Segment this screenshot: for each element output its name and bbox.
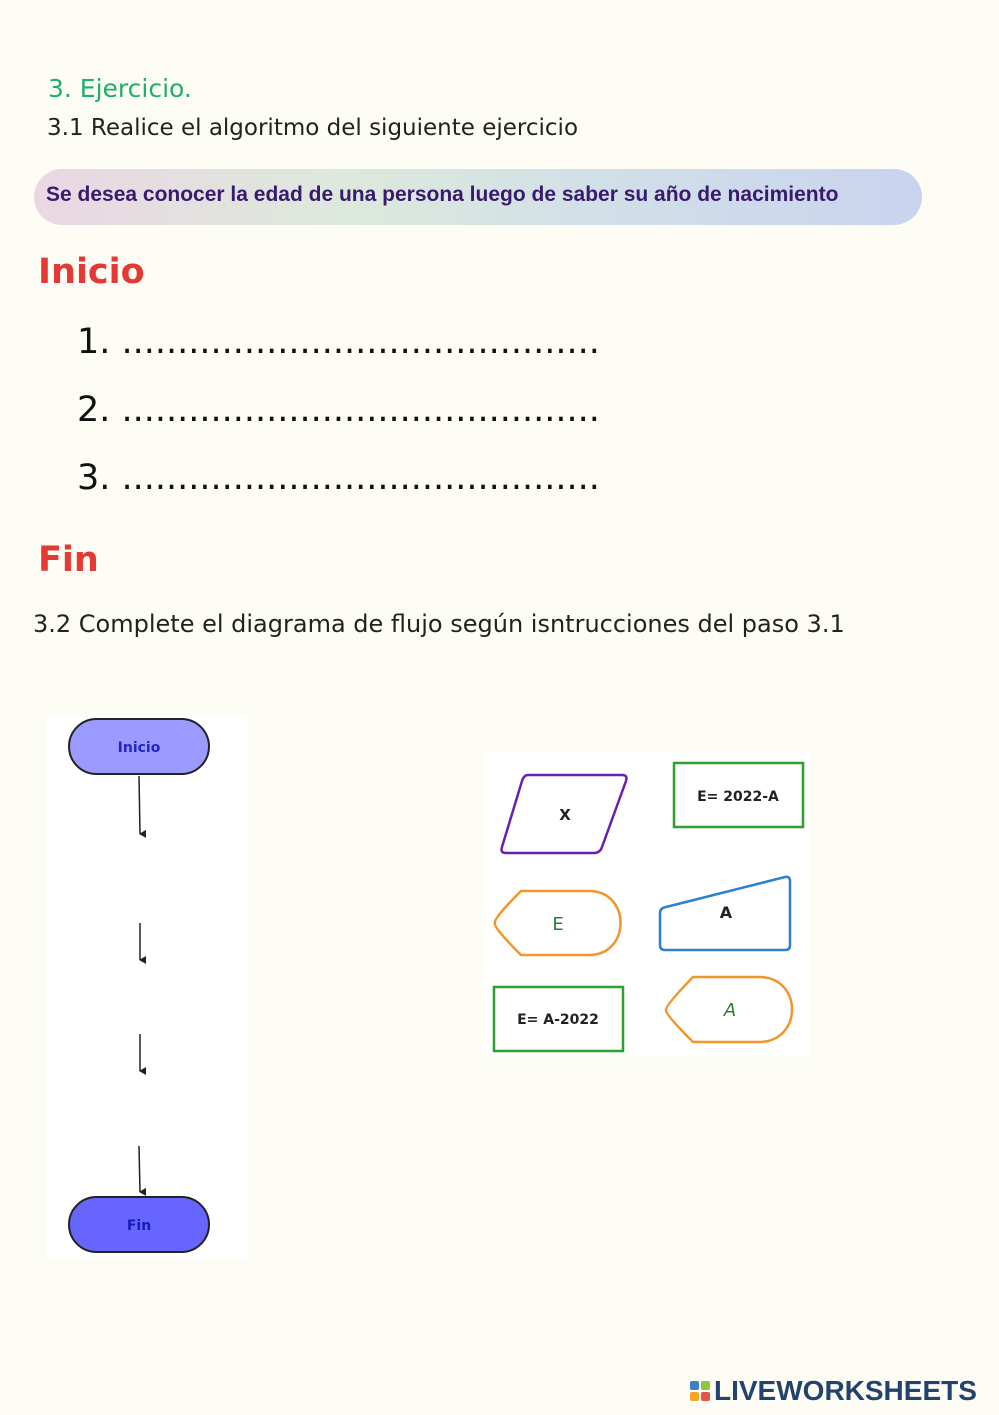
liveworksheets-wordmark: LIVEWORKSHEETS [714, 1375, 977, 1406]
process-shape-e-2022-a[interactable] [674, 763, 803, 827]
start-terminal [69, 719, 209, 774]
manual-input-shape-a-label: A [719, 903, 733, 922]
liveworksheets-logo [690, 1374, 977, 1408]
algorithm-step-1[interactable]: 1. ........................................... [77, 322, 600, 362]
end-terminal-label: Fin [126, 1218, 152, 1234]
display-shape-a-label: A [723, 1000, 737, 1021]
input-shape-x-label: X [559, 806, 571, 824]
problem-banner [34, 169, 922, 225]
algorithm-step-2[interactable]: 2. ........................................... [77, 390, 600, 430]
flowchart-diagram [46, 716, 248, 1258]
display-shape-a[interactable] [666, 977, 792, 1042]
flow-arrow [139, 1146, 140, 1192]
process-shape-e-a-2022[interactable] [494, 987, 623, 1051]
input-shape-x[interactable] [502, 775, 627, 853]
flowchart-panel [46, 716, 248, 1258]
shape-options-panel [485, 752, 810, 1057]
flow-arrow [139, 776, 140, 834]
display-shape-e-label: E [552, 914, 564, 935]
problem-statement: Se desea conocer la edad de una persona luego de saber su año de nacimiento [46, 183, 839, 206]
manual-input-shape-a[interactable] [660, 877, 790, 950]
exercise-title: 3. Ejercicio. [48, 74, 192, 103]
algorithm-end: Fin [38, 540, 99, 580]
flowchart-instruction: 3.2 Complete el diagrama de flujo según isntrucciones del paso 3.1 [33, 610, 845, 638]
algorithm-start: Inicio [38, 252, 145, 292]
end-terminal [69, 1197, 209, 1252]
shape-options [485, 752, 810, 1057]
start-terminal-label: Inicio [117, 740, 161, 756]
process-shape-e-a-2022-label: E= A-2022 [517, 1012, 599, 1028]
algorithm-step-3[interactable]: 3. ........................................... [77, 458, 600, 498]
display-shape-e[interactable] [495, 891, 621, 955]
exercise-subtitle: 3.1 Realice el algoritmo del siguiente ejercicio [47, 115, 579, 141]
process-shape-e-2022-a-label: E= 2022-A [697, 789, 779, 805]
liveworksheets-icon [690, 1381, 710, 1401]
